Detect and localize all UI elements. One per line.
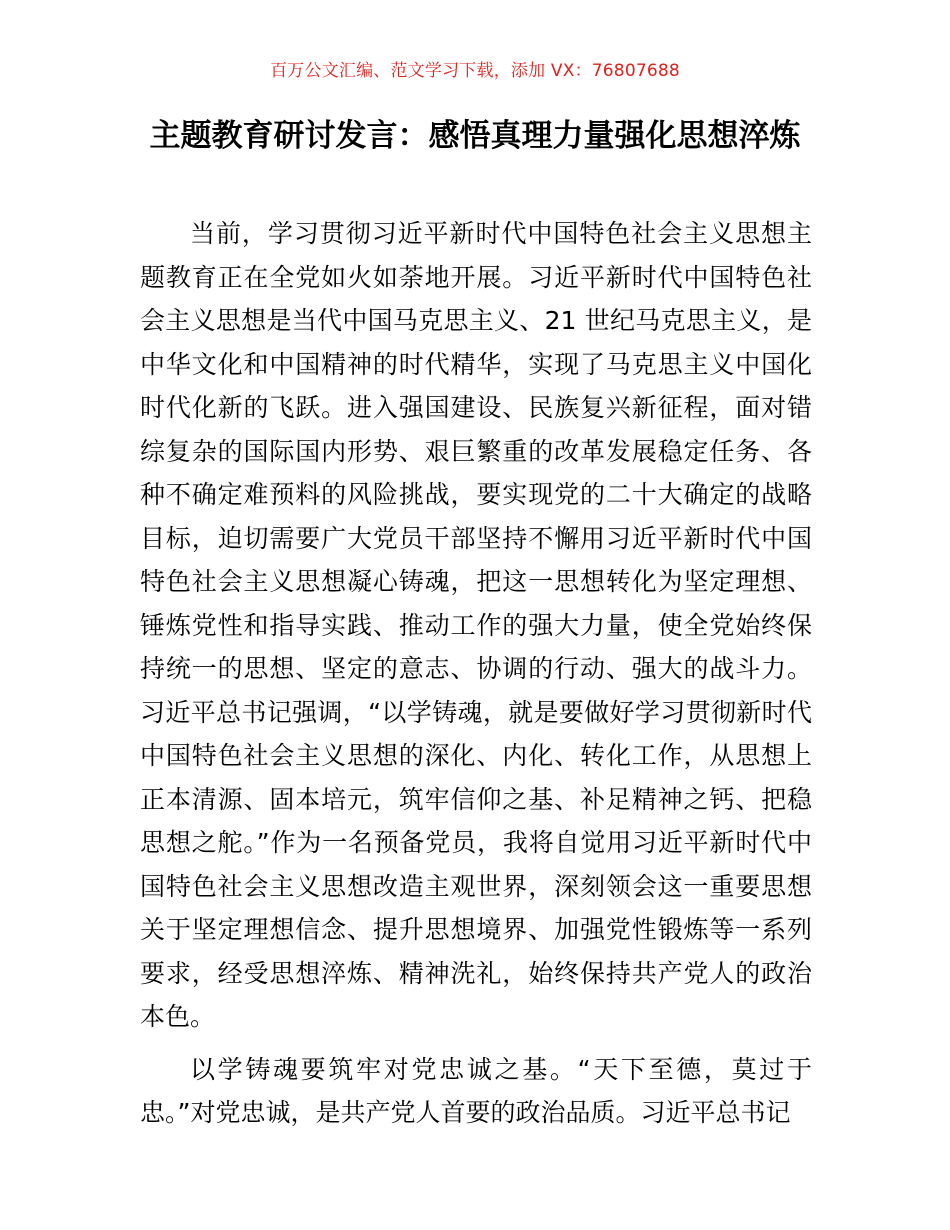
body-paragraph-1: 当前，学习贯彻习近平新时代中国特色社会主义思想主题教育正在全党如火如荼地开展。习近平新时代中国特色社会主义思想是当代中国马克思主义、21 世纪马克思主义，是中华文化和中国精神的时代精华，实现了马克思主义中国化时代化新的飞跃。进入强国建设、民族复兴新征程，面对错综复杂的国际国内形势、艰巨繁重的改革发展稳定任务、各种不确定难预料的风险挑战，要实现党的二十大确定的战略目标，迫切需要广大党员干部坚持不懈用习近平新时代中国特色社会主义思想凝心铸魂，把这一思想转化为坚定理想、锤炼党性和指导实践、推动工作的强大力量，使全党始终保持统一的思想、坚定的意志、协调的行动、强大的战斗力。习近平总书记强调，“以学铸魂，就是要做好学习贯彻新时代中国特色社会主义思想的深化、内化、转化工作，从思想上正本清源、固本培元，筑牢信仰之基、补足精神之钙、把稳思想之舵。”作为一名预备党员，我将自觉用习近平新时代中国特色社会主义思想改造主观世界，深刻领会这一重要思想关于坚定理想信念、提升思想境界、加强党性锻炼等一系列要求，经受思想淬炼、精神洗礼，始终保持共产党人的政治本色。 [140,219,812,1031]
body-paragraph-2: 以学铸魂要筑牢对党忠诚之基。“天下至德，莫过于忠。”对党忠诚，是共产党人首要的政治品质。习近平总书记 [140,1054,812,1127]
document-body [140,212,812,1144]
promo-header: 百万公文汇编、范文学习下载，添加 VX：76807688 [270,61,680,81]
document-title: 主题教育研讨发言：感悟真理力量强化思想淬炼 [149,118,801,154]
